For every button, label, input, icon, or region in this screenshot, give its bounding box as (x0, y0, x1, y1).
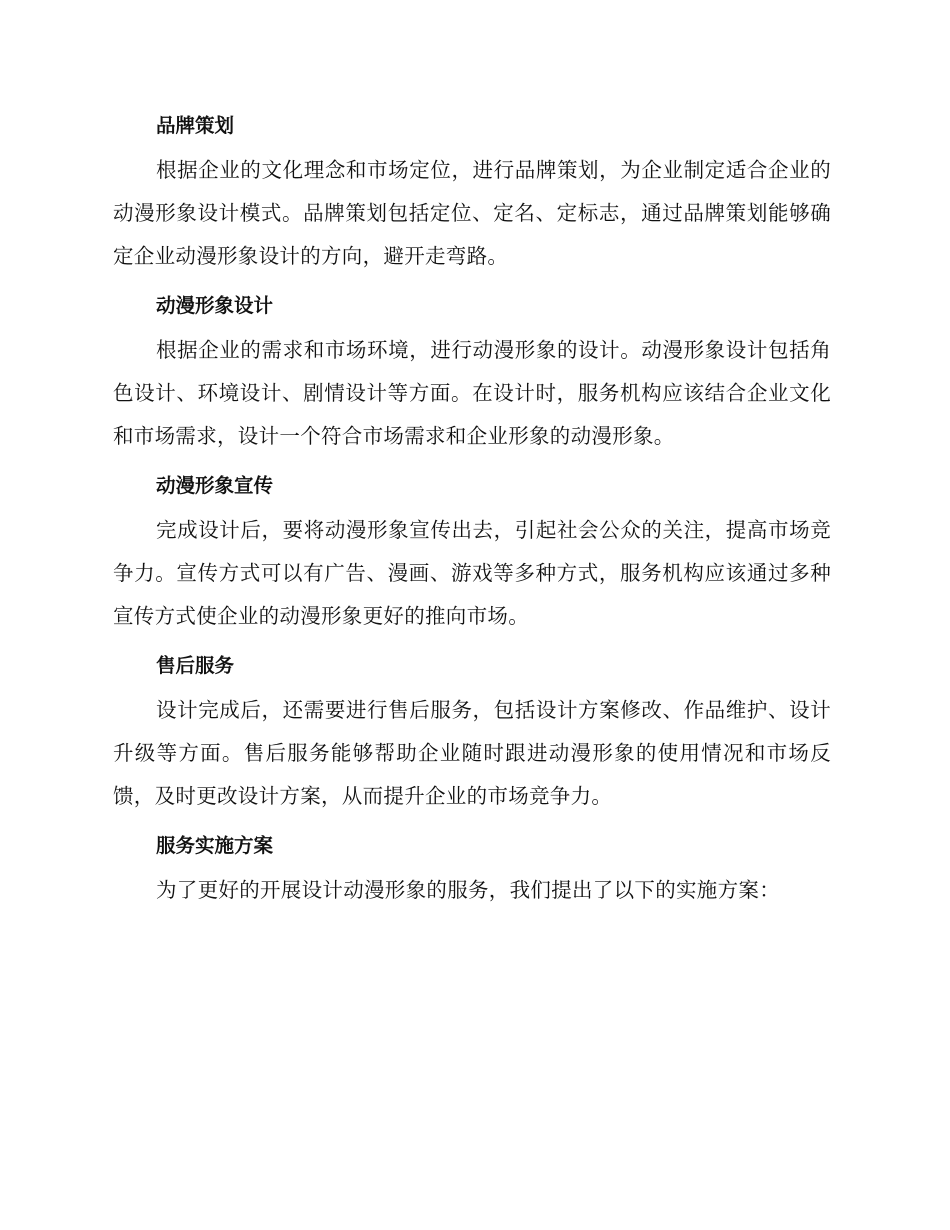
section-character-design (113, 286, 831, 458)
section-heading: 售后服务 (156, 654, 235, 677)
section-paragraph: 设计完成后，还需要进行售后服务，包括设计方案修改、作品维护、设计升级等方面。售后服务能够帮助企业随时跟进动漫形象的使用情况和市场反馈，及时更改设计方案，从而提升企业的市场竞争力。 (113, 698, 831, 808)
section-heading: 品牌策划 (156, 114, 235, 137)
section-heading: 动漫形象设计 (156, 294, 274, 317)
section-paragraph: 完成设计后，要将动漫形象宣传出去，引起社会公众的关注，提高市场竞争力。宣传方式可以有广告、漫画、游戏等多种方式，服务机构应该通过多种宣传方式使企业的动漫形象更好的推向市场。 (113, 518, 831, 628)
section-paragraph: 根据企业的需求和市场环境，进行动漫形象的设计。动漫形象设计包括角色设计、环境设计、剧情设计等方面。在设计时，服务机构应该结合企业文化和市场需求，设计一个符合市场需求和企业形象的动漫形象。 (113, 338, 831, 448)
section-after-sales (113, 646, 831, 818)
section-heading: 服务实施方案 (156, 834, 274, 857)
document-body (113, 106, 831, 920)
section-character-promotion (113, 466, 831, 638)
section-paragraph: 为了更好的开展设计动漫形象的服务，我们提出了以下的实施方案： (156, 878, 780, 902)
section-paragraph: 根据企业的文化理念和市场定位，进行品牌策划，为企业制定适合企业的动漫形象设计模式。品牌策划包括定位、定名、定标志，通过品牌策划能够确定企业动漫形象设计的方向，避开走弯路。 (113, 158, 831, 268)
section-brand-planning (113, 106, 831, 278)
section-implementation-plan (113, 826, 831, 912)
section-heading: 动漫形象宣传 (156, 474, 274, 497)
